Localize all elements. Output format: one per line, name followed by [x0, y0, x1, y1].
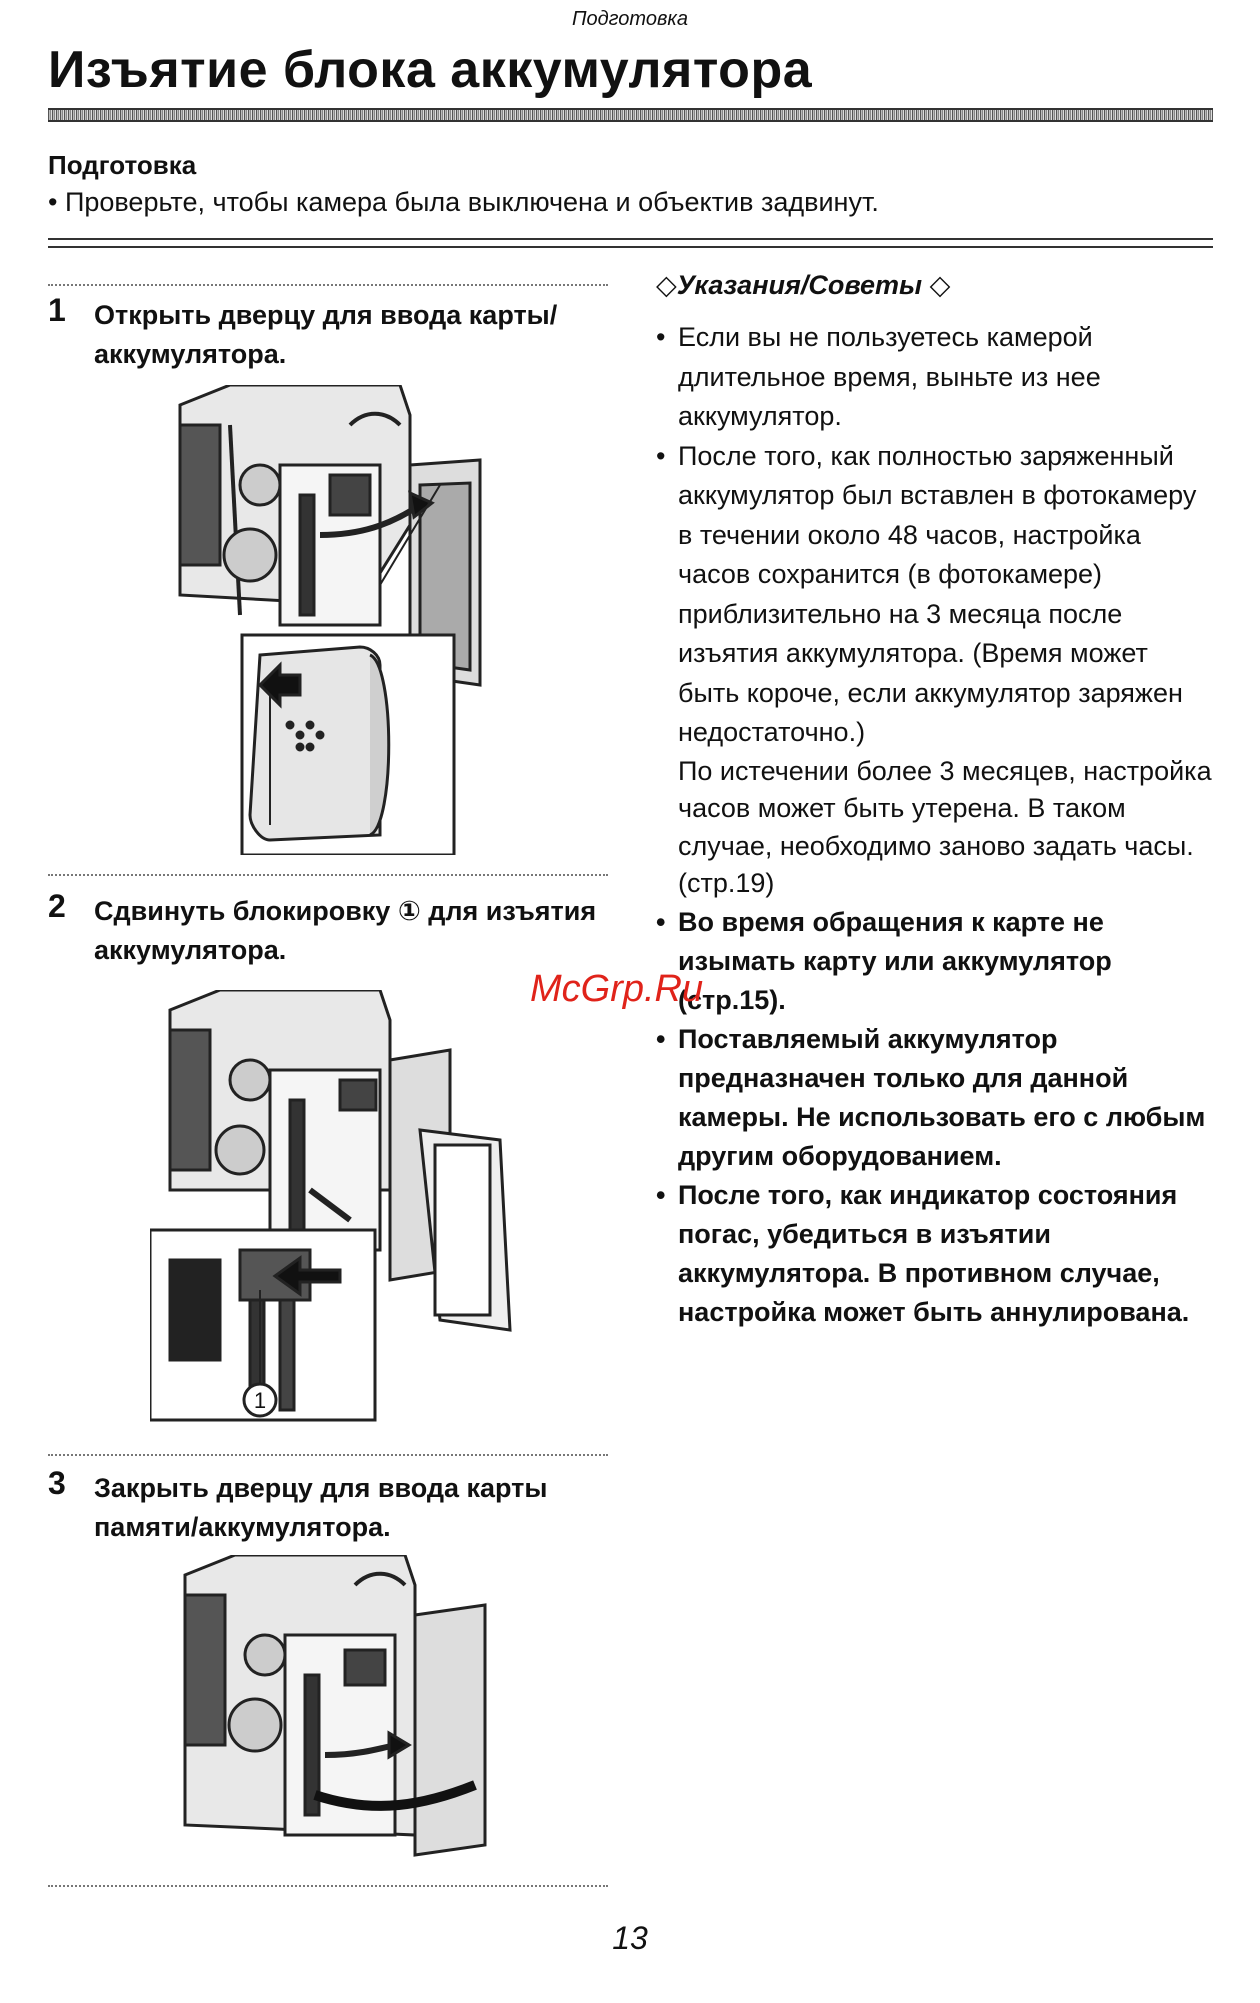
step-number: 3	[48, 1465, 66, 1501]
tips-heading	[656, 270, 950, 301]
tip-item	[656, 1020, 1216, 1176]
tip-item	[656, 437, 1216, 753]
step-3	[48, 1465, 608, 1545]
bullet-icon: •	[656, 322, 666, 352]
tip-extra-text: По истечении более 3 месяцев, настройка часов может быть утерена. В таком случае, необходимо заново задать часы. (стр.19)	[678, 755, 1212, 898]
callout-number: 1	[253, 1388, 267, 1413]
page-number: 13	[612, 1920, 648, 1956]
step-divider	[48, 284, 608, 286]
tip-item	[656, 318, 1216, 437]
step-number: 1	[48, 292, 66, 328]
step-text: Сдвинуть блокировку ① для изъятия аккумулятора.	[94, 896, 597, 965]
bullet-icon: •	[656, 1023, 666, 1054]
tip-text: Если вы не пользуетесь камерой длительное время, выньте из нее аккумулятор.	[678, 322, 1101, 431]
step-1	[48, 292, 608, 372]
step-number: 2	[48, 888, 66, 924]
tip-text: Во время обращения к карте не изымать карту или аккумулятор (стр.15).	[678, 906, 1112, 1015]
step-text: Закрыть дверцу для ввода карты памяти/аккумулятора.	[94, 1473, 548, 1542]
diamond-icon: ◇	[656, 270, 677, 300]
preparation-heading: Подготовка	[48, 150, 197, 180]
tip-item	[656, 903, 1216, 1020]
section-divider	[48, 238, 1213, 248]
step-divider	[48, 1454, 608, 1456]
step-divider	[48, 874, 608, 876]
step-2	[48, 888, 608, 968]
camera-lock-release-illustration	[150, 990, 520, 1430]
page-title: Изъятие блока аккумулятора	[48, 41, 813, 99]
section-label: Подготовка	[572, 8, 688, 30]
bullet-icon: •	[656, 440, 666, 471]
tip-text: После того, как индикатор состояния погас, убедиться в изъятии аккумулятора. В противном случае, настройка может быть аннулирована.	[678, 1179, 1190, 1327]
title-rule	[48, 108, 1213, 122]
tip-item	[656, 1176, 1216, 1332]
preparation-bullet: • Проверьте, чтобы камера была выключена и объектив задвинут.	[48, 187, 879, 217]
tip-text: После того, как полностью заряженный аккумулятор был вставлен в фотокамеру в течении около 48 часов, настройка часов сохранится (в фотокамере) приблизительно на 3 месяца после изъятия аккумулятора. (Время может быть короче, если аккумулятор заряжен недостаточно.)	[678, 440, 1197, 747]
tips-list	[656, 318, 1216, 1332]
tip-text: Поставляемый аккумулятор предназначен только для данной камеры. Не использовать его с любым другим оборудованием.	[678, 1023, 1206, 1171]
bullet-icon: •	[656, 1179, 666, 1210]
diamond-icon: ◇	[929, 270, 951, 300]
tips-heading-text: Указания/Советы	[676, 270, 923, 300]
camera-close-door-illustration	[175, 1555, 495, 1870]
step-text: Открыть дверцу для ввода карты/аккумулятора.	[94, 300, 558, 369]
bullet-icon: •	[656, 906, 666, 937]
camera-open-door-illustration	[170, 385, 490, 855]
watermark: McGrp.Ru	[530, 968, 704, 1010]
step-divider	[48, 1885, 608, 1887]
